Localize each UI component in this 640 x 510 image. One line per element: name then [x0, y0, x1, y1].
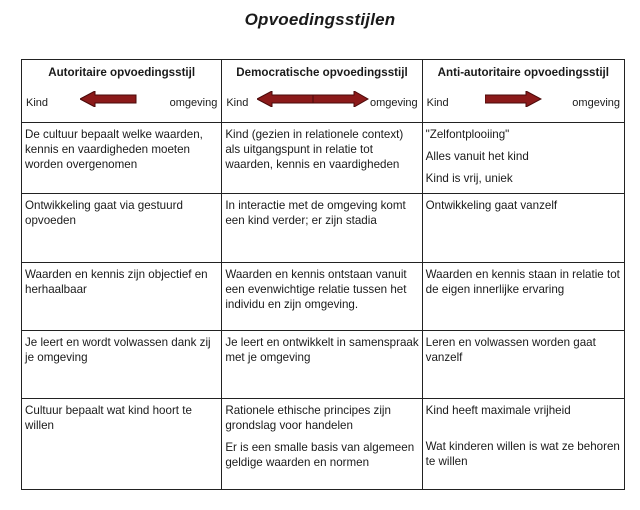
cell-text: Rationele ethische principes zijn grondslag voor handelen: [225, 404, 391, 432]
table-cell: [222, 123, 422, 194]
table-cell: [222, 399, 422, 490]
table-row: [22, 399, 625, 490]
left-label: Kind: [226, 97, 249, 109]
cell-text: Kind heeft maximale vrijheid: [425, 404, 571, 417]
table-cell: [222, 263, 422, 331]
table-row: [22, 331, 625, 399]
table-cell: [422, 399, 624, 490]
cell-text: Leren en volwassen worden gaat vanzelf: [425, 336, 596, 364]
cell-text: Je leert en wordt volwassen dank zij je omgeving: [25, 336, 211, 364]
left-arrow-icon: [80, 91, 137, 107]
cell-text: De cultuur bepaalt welke waarden, kennis en vaardigheden moeten worden overgenomen: [25, 128, 203, 171]
table-cell: [222, 331, 422, 399]
table-cell: [22, 331, 222, 399]
table-row: [22, 123, 625, 194]
table-cell: [222, 194, 422, 263]
header-row: [22, 60, 625, 123]
header-anti-autoritair: [422, 60, 624, 123]
table-cell: [422, 331, 624, 399]
header-autoritair: [22, 60, 222, 123]
cell-text: Kind is vrij, uniek: [425, 172, 513, 185]
table-cell: [22, 399, 222, 490]
cell-text: "Zelfontplooiing": [425, 128, 510, 141]
right-label: omgeving: [572, 97, 620, 109]
cell-text: Er is een smalle basis van algemeen geldige waarden en normen: [225, 441, 415, 469]
table-row: [22, 194, 625, 263]
double-arrow-icon: [257, 91, 369, 107]
table-row: [22, 263, 625, 331]
table-cell: [422, 194, 624, 263]
styles-table: [21, 59, 625, 490]
left-label: Kind: [426, 97, 449, 109]
table-cell: [22, 194, 222, 263]
left-label: Kind: [26, 97, 49, 109]
cell-text: Je leert en ontwikkelt in samenspraak met je omgeving: [225, 336, 419, 364]
table-cell: [422, 263, 624, 331]
cell-text: Waarden en kennis zijn objectief en herhaalbaar: [25, 268, 208, 296]
column-title: Anti-autoritaire opvoedingsstijl: [437, 66, 609, 79]
cell-text: Ontwikkeling gaat vanzelf: [425, 199, 558, 212]
table-cell: [422, 123, 624, 194]
right-label: omgeving: [369, 97, 418, 109]
cell-text: Alles vanuit het kind: [425, 150, 529, 163]
header-democratisch: [222, 60, 422, 123]
cell-text: Kind (gezien in relationele context) als uitgangspunt in relatie tot waarden, kennis en vaardigheden: [225, 128, 404, 171]
right-label: omgeving: [169, 97, 218, 109]
table-cell: [22, 263, 222, 331]
cell-text: In interactie met de omgeving komt een kind verder; er zijn stadia: [225, 199, 406, 227]
table-cell: [22, 123, 222, 194]
cell-text: Ontwikkeling gaat via gestuurd opvoeden: [25, 199, 183, 227]
column-title: Autoritaire opvoedingsstijl: [48, 66, 196, 79]
right-arrow-icon: [485, 91, 542, 107]
cell-text: Waarden en kennis staan in relatie tot de eigen innerlijke ervaring: [425, 268, 620, 296]
cell-text: Cultuur bepaalt wat kind hoort te willen: [25, 404, 192, 432]
column-title: Democratische opvoedingsstijl: [236, 66, 408, 79]
page-title: Opvoedingsstijlen: [244, 10, 396, 29]
cell-text: Wat kinderen willen is wat ze behoren te willen: [425, 440, 620, 468]
cell-text: Waarden en kennis ontstaan vanuit een evenwichtige relatie tussen het individu en zijn omgeving.: [225, 268, 407, 311]
